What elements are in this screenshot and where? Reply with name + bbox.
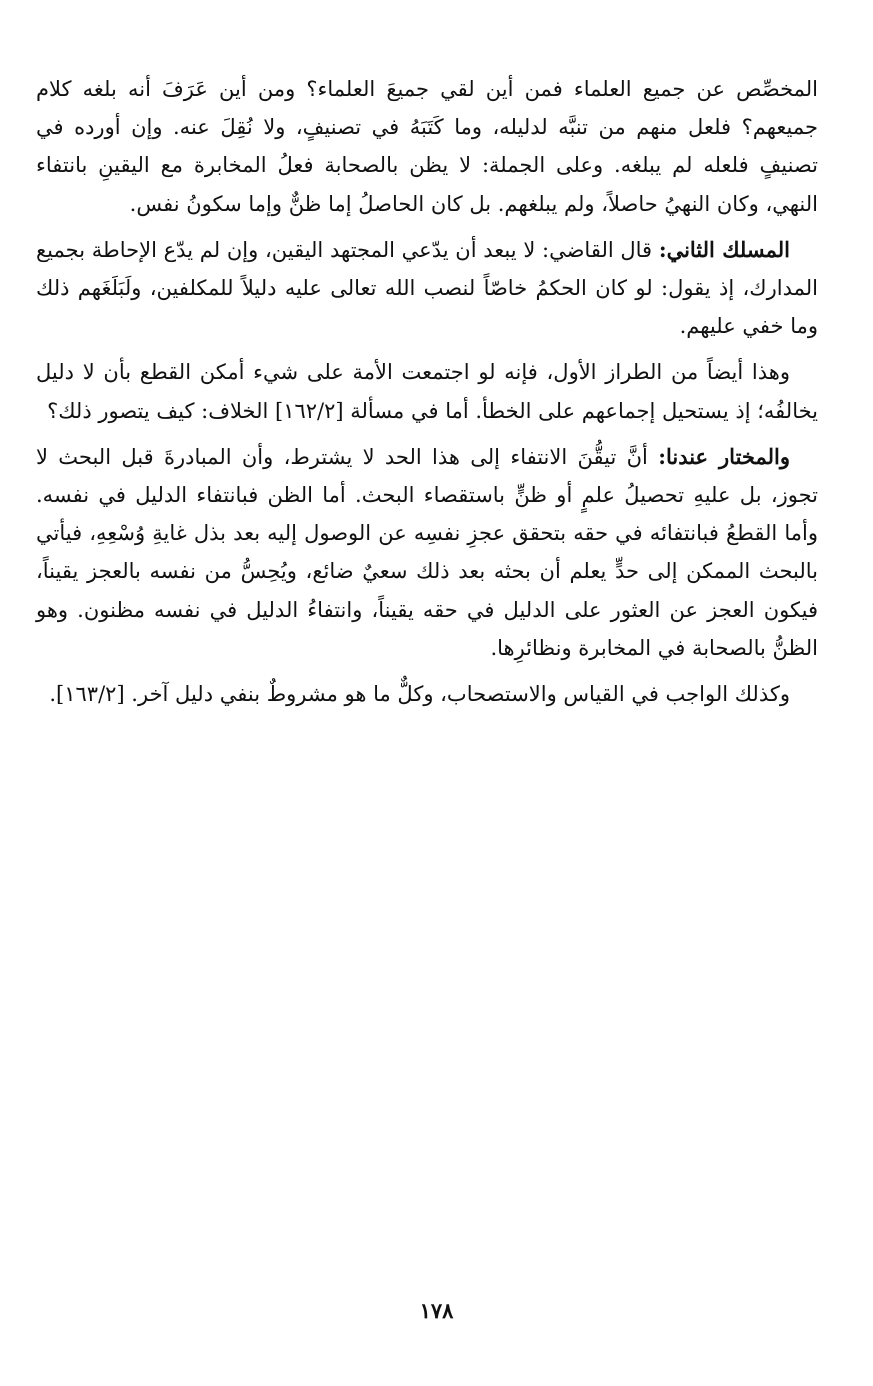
paragraph-4-lead: والمختار عندنا: xyxy=(658,443,790,469)
paragraph-4-text: أنَّ تيقُّنَ الانتفاء إلى هذا الحد لا يشترط، وأن المبادرةَ قبل البحث لا تجوز، بل عليهِ تحصيلُ علمٍ أو ظنٍّ باستقصاء البحث. أما الظن فبانتفاء الدليل في نفسه. وأما القطعُ فبانتفائه في حقه بتحقق عجزِ نفسِه عن الوصول إليه بعد بذل غايةِ وُسْعِهِ، فيأتي بالبحث الممكن إلى حدٍّ يعلم أن بحثه بعد ذلك سعيٌ ضائع، ويُحِسُّ من نفسه بالعجز يقيناً، فيكون العجز عن العثور على الدليل في حقه يقيناً، وانتفاءُ الدليل في نفسه مظنون. وهو الظنُّ بالصحابة في المخابرة ونظائرِها. xyxy=(36,444,818,660)
paragraph-5 xyxy=(36,675,818,713)
paragraph-1-text: المخصِّص عن جميع العلماء فمن أين لقي جميعَ العلماء؟ ومن أين عَرَفَ أنه بلغه كلام جميعهم؟ فلعل منهم من تنبَّه لدليله، وما كَتَبَهُ في تصنيفٍ، ولا نُقِلَ عنه. وإن أورده في تصنيفٍ فلعله لم يبلغه. وعلى الجملة: لا يظن بالصحابة فعلُ المخابرة مع اليقينِ بانتفاء النهي، وكان النهيُ حاصلاً، ولم يبلغهم. بل كان الحاصلُ إما ظنٌّ وإما سكونُ نفس. xyxy=(36,77,818,216)
paragraph-4 xyxy=(36,438,818,667)
page-number: ١٧٨ xyxy=(419,1298,454,1323)
paragraph-3 xyxy=(36,353,818,429)
paragraph-2 xyxy=(36,231,818,346)
paragraph-1 xyxy=(36,70,818,223)
body-text xyxy=(36,70,818,713)
paragraph-3-text: وهذا أيضاً من الطراز الأول، فإنه لو اجتمعت الأمة على شيء أمكن القطع بأن لا دليل يخالفُه؛ إذ يستحيل إجماعهم على الخطأ. أما في مسألة [١٦٢/٢] الخلاف: كيف يتصور ذلك؟ xyxy=(36,360,818,423)
paragraph-5-text: وكذلك الواجب في القياس والاستصحاب، وكلٌّ ما هو مشروطٌ بنفي دليل آخر. [١٦٣/٢]. xyxy=(49,682,790,707)
paragraph-2-lead: المسلك الثاني: xyxy=(658,236,790,262)
paragraph-2-text: قال القاضي: لا يبعد أن يدّعي المجتهد اليقين، وإن لم يدّع الإحاطة بجميع المدارك، إذ يقول: لو كان الحكمُ خاصّاً لنصب الله تعالى عليه دليلاً للمكلفين، ولَبَلَغَهم ذلك وما خفي عليهم. xyxy=(36,237,818,339)
